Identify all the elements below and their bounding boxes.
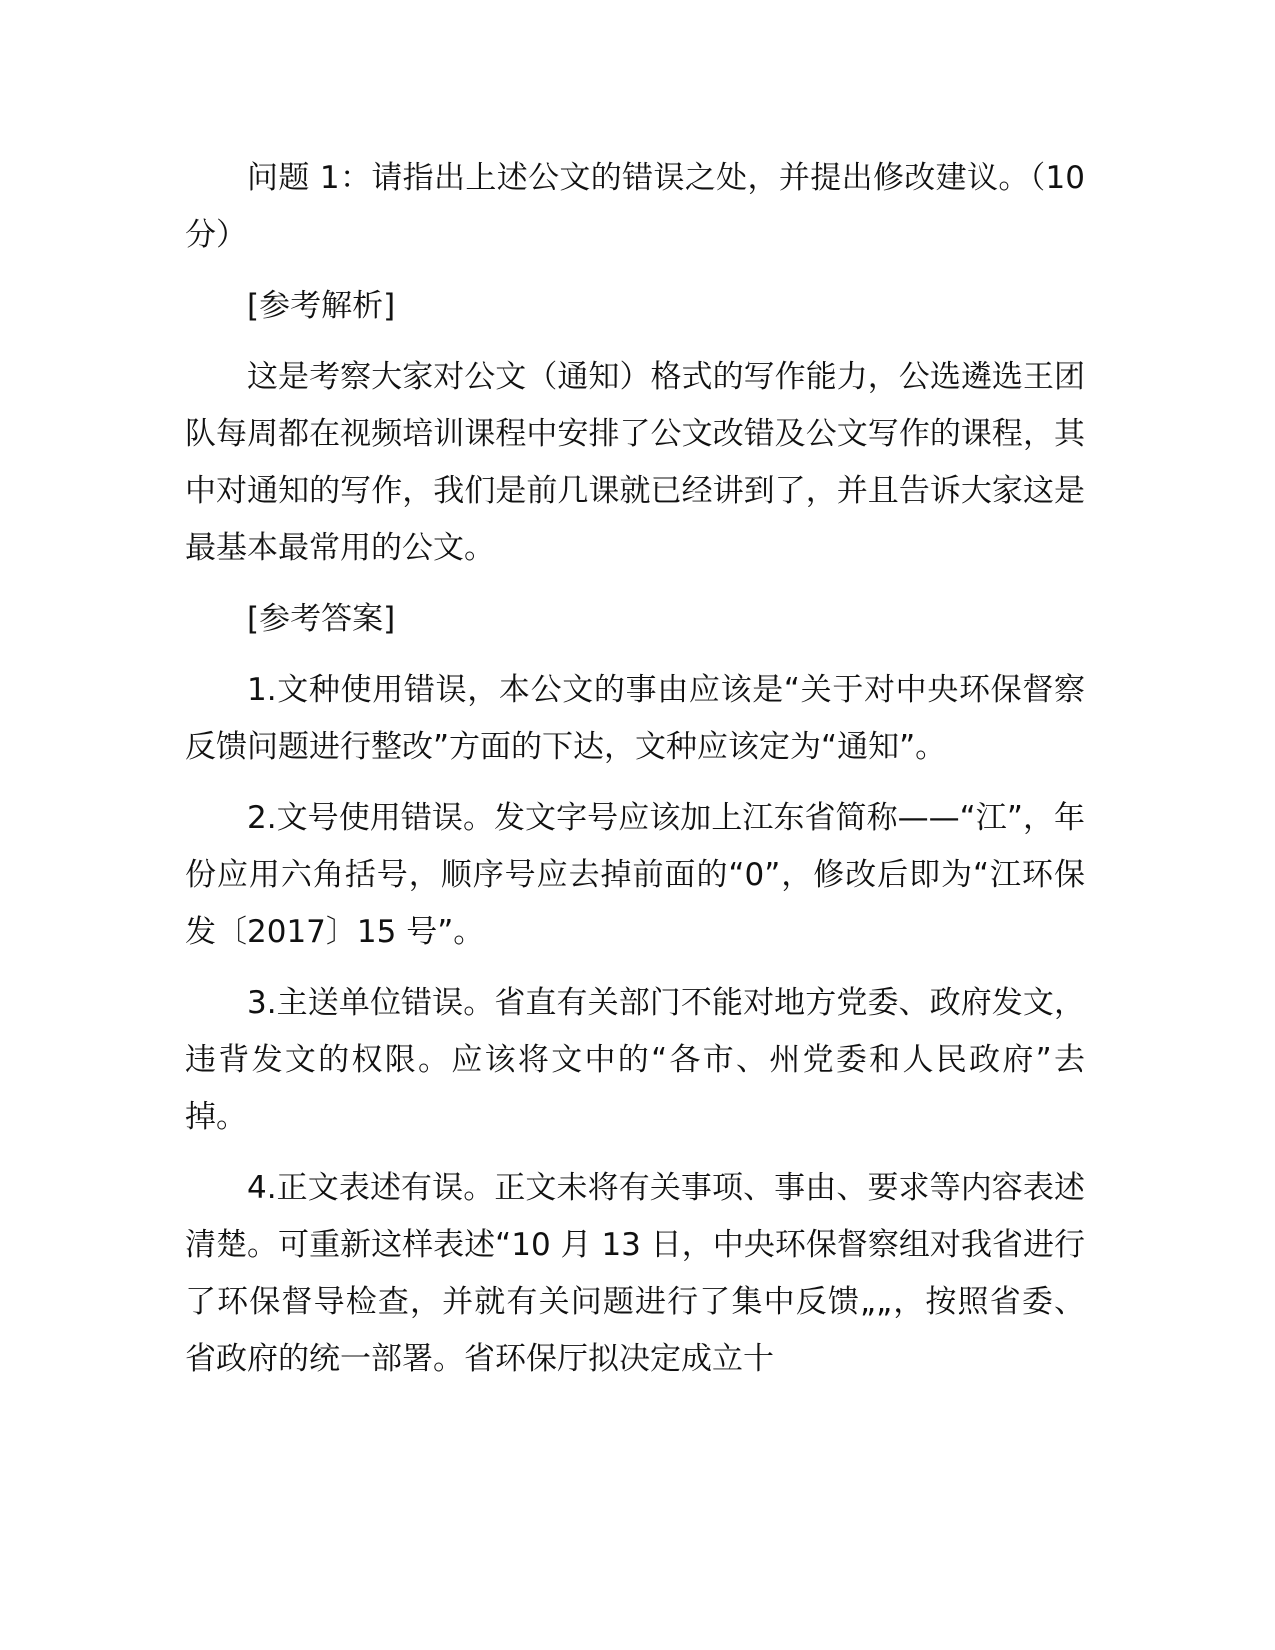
analysis-heading: [参考解析] [247,288,396,324]
answer-item-4: 4.正文表述有误。正文未将有关事项、事由、要求等内容表述清楚。可重新这样表述“10 月 13 日，中央环保督察组对我省进行了环保督导检查，并就有关问题进行了集中反馈„„，按照省委、省政府的统一部署。省环保厅拟决定成立十 [185,1170,1085,1377]
answer-item-1: 1.文种使用错误，本公文的事由应该是“关于对中央环保督察反馈问题进行整改”方面的下达，文种应该定为“通知”。 [185,672,1085,765]
answer-item-3: 3.主送单位错误。省直有关部门不能对地方党委、政府发文，违背发文的权限。应该将文中的“各市、州党委和人民政府”去掉。 [185,985,1085,1135]
analysis-paragraph: 这是考察大家对公文（通知）格式的写作能力，公选遴选王团队每周都在视频培训课程中安排了公文改错及公文写作的课程，其中对通知的写作，我们是前几课就已经讲到了，并且告诉大家这是最基本最常用的公文。 [185,359,1085,566]
answer-heading: [参考答案] [247,601,396,637]
document-page [185,150,1085,1402]
question-paragraph: 问题 1：请指出上述公文的错误之处，并提出修改建议。（10 分） [185,160,1085,253]
answer-item-2: 2.文号使用错误。发文字号应该加上江东省简称——“江”，年份应用六角括号，顺序号应去掉前面的“0”，修改后即为“江环保发〔2017〕15 号”。 [185,800,1085,950]
